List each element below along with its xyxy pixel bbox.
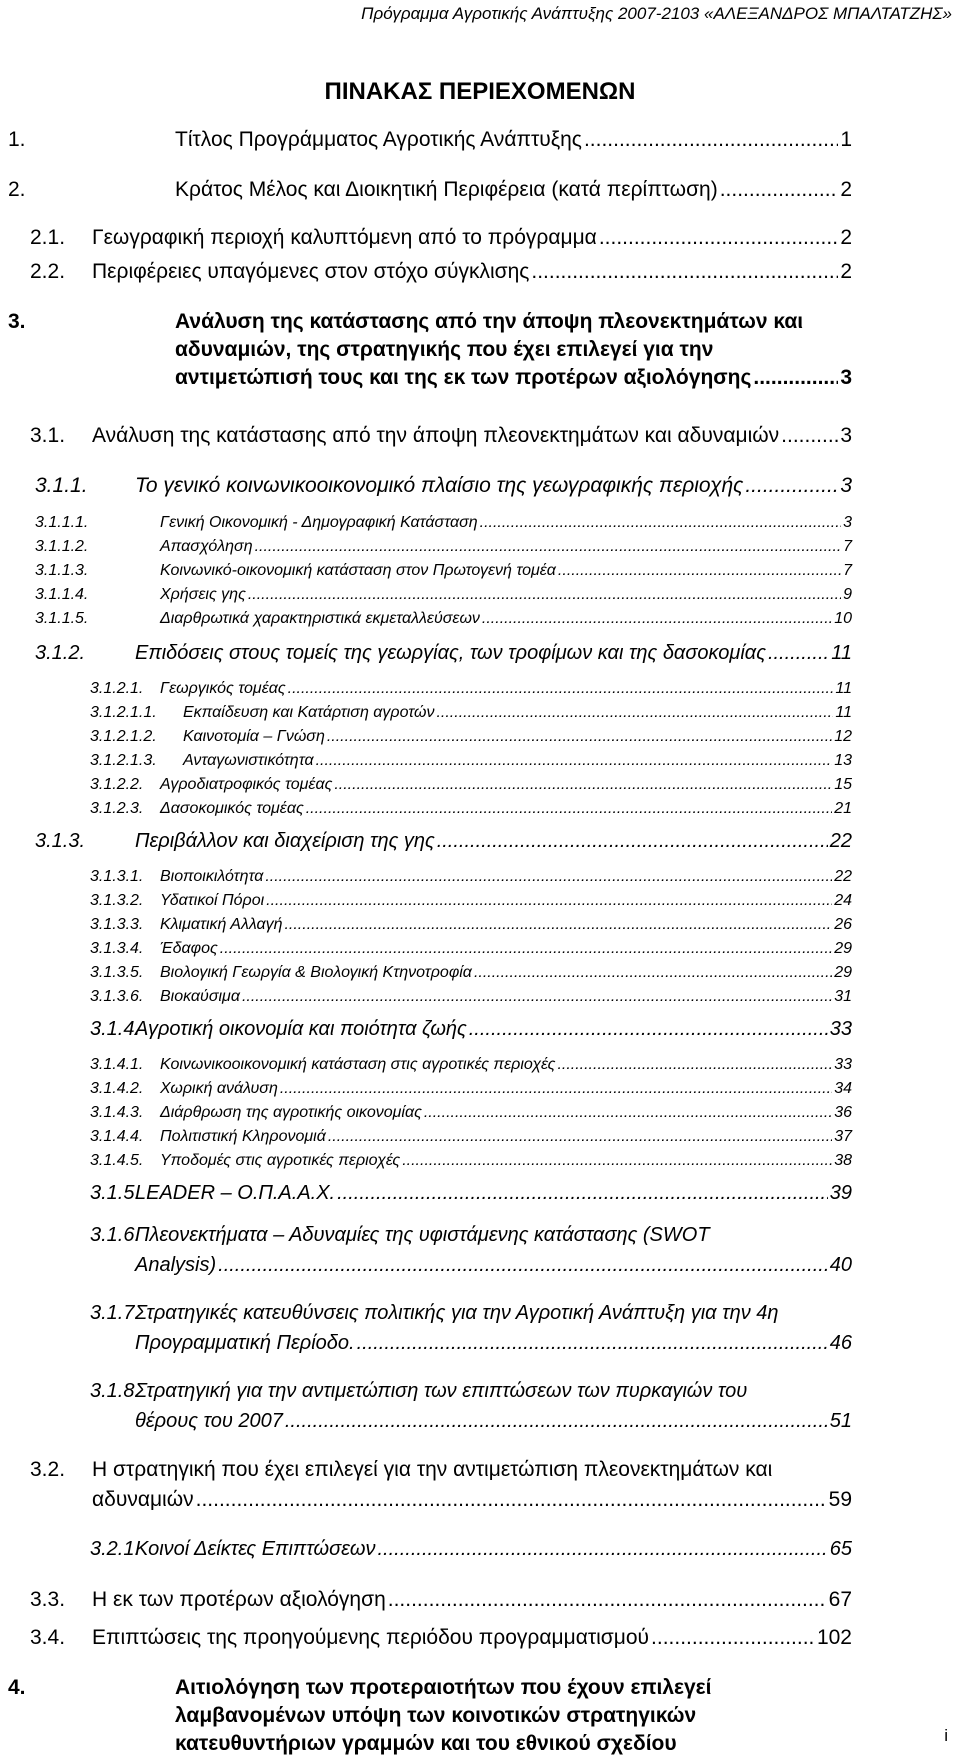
dot-leader [388, 1588, 827, 1612]
toc-entry-title: αντιμετώπισή τους και της εκ των προτέρων αξιολόγησης [175, 366, 752, 389]
dot-leader [328, 1128, 832, 1146]
toc-entry-title: Προγραμματική Περίοδο. [135, 1332, 355, 1354]
toc-entry-number: 3.1.2. [35, 642, 86, 664]
toc-entry-title: Η εκ των προτέρων αξιολόγηση [92, 1588, 386, 1611]
toc-entry-page: 59 [828, 1488, 852, 1511]
toc-entry-title: Γενική Οικονομική - Δημογραφική Κατάσταση [160, 514, 478, 531]
toc-entry-page: 29 [834, 964, 852, 981]
dot-leader [306, 800, 832, 818]
dot-leader [285, 1410, 828, 1433]
toc-entry-page: 36 [834, 1104, 852, 1121]
dot-leader [753, 366, 838, 390]
running-header: Πρόγραμμα Αγροτικής Ανάπτυξης 2007-2103 «ΑΛΕΞΑΝΔΡΟΣ ΜΠΑΛΤΑΤΖΗΣ» [361, 4, 952, 23]
toc-entry-page: 67 [828, 1588, 852, 1611]
toc-entry-title: αδυναμιών [92, 1488, 194, 1511]
toc-entry-page: 13 [834, 752, 852, 769]
toc-entry-page: 38 [834, 1152, 852, 1169]
toc-entry-page: 11 [835, 680, 852, 697]
toc-entry-title: Αιτιολόγηση των προτεραιοτήτων που έχουν επιλεγεί [175, 1676, 712, 1699]
dot-leader [284, 916, 832, 934]
toc-entry-number: 3.1.5. [90, 1182, 141, 1204]
toc-entry-number: 3.2. [30, 1458, 66, 1481]
toc-entry-title: Στρατηγική για την αντιμετώπιση των επιπτώσεων των πυρκαγιών του [135, 1380, 748, 1402]
toc-entry-page: 7 [843, 562, 852, 579]
toc-entry-number: 3.1.4.1. [90, 1056, 144, 1073]
dot-leader [337, 1182, 828, 1205]
dot-leader [220, 940, 832, 958]
toc-entry-title: θέρους του 2007 [135, 1410, 283, 1432]
dot-leader [424, 1104, 832, 1122]
toc-entry-title: Χρήσεις γης [160, 586, 246, 603]
toc-entry-page: 46 [829, 1332, 852, 1354]
toc-entry-number: 3.1.3.1. [90, 868, 144, 885]
toc-entry-number: 3.1. [30, 424, 66, 447]
dot-leader [558, 562, 841, 580]
toc-entry-title: Analysis) [135, 1254, 217, 1276]
toc-entry-title: Υδατικοί Πόροι [160, 892, 265, 909]
toc-entry-page: 3 [843, 514, 852, 531]
toc-entry-page: 3 [840, 366, 852, 389]
toc-entry-number: 3.1.3.4. [90, 940, 144, 957]
toc-entry-number: 3.1.1.5. [35, 610, 89, 627]
dot-leader [531, 260, 838, 284]
toc-entry-title: Πολιτιστική Κληρονομιά [160, 1128, 326, 1145]
toc-entry-title: λαμβανομένων υπόψη των κοινοτικών στρατηγικών [175, 1704, 697, 1727]
toc-entry-title: LEADER – Ο.Π.Α.Α.Χ. [135, 1182, 336, 1204]
toc-entry-number: 3.1.1.2. [35, 538, 89, 555]
toc-entry-title: Ανάλυση της κατάστασης από την άποψη πλεονεκτημάτων και αδυναμιών [92, 424, 780, 447]
toc-entry-number: 3.1.3.3. [90, 916, 144, 933]
toc-entry-title: Βιοποικιλότητα [160, 868, 264, 885]
toc-entry-page: 2 [840, 260, 852, 283]
toc-entry-page: 15 [834, 776, 852, 793]
toc-entry-page: 51 [829, 1410, 852, 1432]
dot-leader [357, 1332, 828, 1355]
dot-leader [482, 610, 832, 628]
toc-entry-number: 3.1.4. [90, 1018, 141, 1040]
toc-entry-title: Κλιματική Αλλαγή [160, 916, 283, 933]
toc-entry-title: Πλεονεκτήματα – Αδυναμίες της υφιστάμενης κατάστασης (SWOT [135, 1224, 710, 1246]
dot-leader [437, 830, 828, 853]
toc-entry-title: Κράτος Μέλος και Διοικητική Περιφέρεια (κατά περίπτωση) [175, 178, 718, 201]
dot-leader [327, 728, 832, 746]
dot-leader [480, 514, 841, 532]
toc-entry-page: 102 [816, 1626, 852, 1649]
toc-entry-page: 22 [834, 868, 852, 885]
toc-entry-title: Επιδόσεις στους τομείς της γεωργίας, των τροφίμων και της δασοκομίας [135, 642, 766, 664]
toc-entry-number: 3.1.8. [90, 1380, 141, 1402]
toc-entry-number: 3.1.2.1. [90, 680, 144, 697]
toc-entry-title: Αγροτική οικονομία και ποιότητα ζωής [135, 1018, 467, 1040]
toc-entry-number: 3.1.1.4. [35, 586, 89, 603]
toc-entry-page: 7 [843, 538, 852, 555]
toc-entry-number: 3.1.1. [35, 474, 88, 497]
toc-entry-title: Γεωγραφική περιοχή καλυπτόμενη από το πρόγραμμα [92, 226, 597, 249]
toc-entry-page: 11 [835, 704, 852, 721]
toc-entry-title: Βιολογική Γεωργία & Βιολογική Κτηνοτροφία [160, 964, 472, 981]
toc-entry-number: 3.1.2.1.1. [90, 704, 157, 721]
toc-entry-title: Περιφέρειες υπαγόμενες στον στόχο σύγκλισης [92, 260, 530, 283]
toc-entry-number: 3.1.2.2. [90, 776, 144, 793]
toc-entry-number: 3.1.3.2. [90, 892, 144, 909]
dot-leader [720, 178, 839, 202]
dot-leader [266, 892, 832, 910]
dot-leader [469, 1018, 828, 1041]
dot-leader [248, 586, 841, 604]
toc-entry-title: Έδαφος [160, 940, 218, 957]
toc-entry-number: 1. [8, 128, 26, 151]
toc-entry-page: 10 [834, 610, 852, 627]
toc-entry-page: 31 [834, 988, 852, 1005]
toc-entry-page: 21 [834, 800, 852, 817]
dot-leader [280, 1080, 832, 1098]
toc-entry-number: 3.1.4.5. [90, 1152, 144, 1169]
toc-entry-page: 39 [829, 1182, 852, 1204]
toc-entry-number: 3.1.3.5. [90, 964, 144, 981]
toc-entry-number: 3.1.1.3. [35, 562, 89, 579]
toc-entry-title: Κοινοί Δείκτες Επιπτώσεων [135, 1538, 376, 1560]
toc-entry-page: 3 [840, 474, 852, 497]
toc-entry-page: 3 [840, 424, 852, 447]
toc-entry-title: Βιοκαύσιμα [160, 988, 240, 1005]
toc-entry-number: 3.1.2.1.2. [90, 728, 157, 745]
toc-entry-number: 3.1.3. [35, 830, 86, 852]
toc-entry-page: 1 [840, 128, 852, 151]
toc-entry-page: 40 [829, 1254, 852, 1276]
toc-entry-title: Εκπαίδευση και Κατάρτιση αγροτών [183, 704, 435, 721]
dot-leader [745, 474, 838, 498]
dot-leader [316, 752, 833, 770]
dot-leader [781, 424, 838, 448]
toc-entry-title: Χωρική ανάλυση [160, 1080, 278, 1097]
dot-leader [584, 128, 838, 152]
dot-leader [265, 868, 832, 886]
toc-entry-title: Ανάλυση της κατάστασης από την άποψη πλεονεκτημάτων και [175, 310, 804, 333]
toc-entry-title: Επιπτώσεις της προηγούμενης περιόδου προγραμματισμού [92, 1626, 650, 1649]
toc-entry-number: 4. [8, 1676, 26, 1699]
toc-entry-number: 3.1.4.3. [90, 1104, 144, 1121]
toc-entry-page: 2 [840, 178, 852, 201]
dot-leader [599, 226, 838, 250]
toc-entry-title: Διαρθρωτικά χαρακτηριστικά εκμεταλλεύσεων [160, 610, 480, 627]
toc-entry-number: 3.1.2.1.3. [90, 752, 157, 769]
toc-entry-number: 3. [8, 310, 26, 333]
toc-entry-number: 3.1.6. [90, 1224, 141, 1246]
toc-entry-title: Ανταγωνιστικότητα [183, 752, 314, 769]
toc-entry-number: 3.1.1.1. [35, 514, 89, 531]
page-number: i [944, 1726, 948, 1745]
toc-entry-title: Αγροδιατροφικός τομέας [160, 776, 333, 793]
toc-entry-number: 3.1.7. [90, 1302, 141, 1324]
toc-entry-title: Τίτλος Προγράμματος Αγροτικής Ανάπτυξης [175, 128, 582, 151]
dot-leader [218, 1254, 828, 1277]
dot-leader [196, 1488, 827, 1512]
toc-title: ΠΙΝΑΚΑΣ ΠΕΡΙΕΧΟΜΕΝΩΝ [324, 78, 636, 105]
toc-entry-page: 12 [834, 728, 852, 745]
toc-entry-page: 22 [829, 830, 852, 852]
dot-leader [474, 964, 832, 982]
dot-leader [402, 1152, 832, 1170]
toc-entry-title: Κοινωνικοοικονομική κατάσταση στις αγροτικές περιοχές [160, 1056, 556, 1073]
toc-entry-number: 3.2.1. [90, 1538, 141, 1560]
toc-entry-page: 24 [834, 892, 852, 909]
toc-entry-page: 29 [834, 940, 852, 957]
toc-entry-number: 3.3. [30, 1588, 66, 1611]
toc-entry-page: 9 [843, 586, 852, 603]
toc-entry-page: 33 [834, 1056, 852, 1073]
toc-entry-title: Υποδομές στις αγροτικές περιοχές [160, 1152, 401, 1169]
toc-entry-title: Καινοτομία – Γνώση [183, 728, 325, 745]
toc-entry-number: 2. [8, 178, 26, 201]
toc-entry-title: Γεωργικός τομέας [160, 680, 286, 697]
dot-leader [255, 538, 842, 556]
toc-entry-title: Κοινωνικό-οικονομική κατάσταση στον Πρωτογενή τομέα [160, 562, 556, 579]
toc-entry-title: Απασχόληση [160, 538, 253, 555]
toc-entry-page: 26 [834, 916, 852, 933]
toc-entry-page: 2 [840, 226, 852, 249]
dot-leader [378, 1538, 828, 1561]
toc-entry-number: 3.1.4.4. [90, 1128, 144, 1145]
toc-entry-number: 3.1.3.6. [90, 988, 144, 1005]
dot-leader [768, 642, 829, 665]
toc-entry-page: 65 [829, 1538, 852, 1560]
toc-entry-title: Στρατηγικές κατευθύνσεις πολιτικής για την Αγροτική Ανάπτυξη για την 4η [135, 1302, 779, 1324]
dot-leader [334, 776, 832, 794]
dot-leader [288, 680, 834, 698]
toc-entry-number: 3.1.4.2. [90, 1080, 144, 1097]
toc-entry-page: 11 [831, 642, 852, 664]
toc-entry-number: 2.1. [30, 226, 66, 249]
toc-entry-title: κατευθυντήριων γραμμών και του εθνικού σχεδίου [175, 1732, 677, 1755]
dot-leader [436, 704, 833, 722]
toc-entry-page: 34 [834, 1080, 852, 1097]
toc-entry-title: Δασοκομικός τομέας [160, 800, 304, 817]
dot-leader [651, 1626, 815, 1650]
toc-entry-title: Περιβάλλον και διαχείριση της γης [135, 830, 435, 852]
toc-entry-number: 2.2. [30, 260, 66, 283]
toc-entry-title: Η στρατηγική που έχει επιλεγεί για την αντιμετώπιση πλεονεκτημάτων και [92, 1458, 773, 1481]
toc-entry-page: 33 [829, 1018, 852, 1040]
dot-leader [242, 988, 832, 1006]
toc-entry-page: 37 [834, 1128, 852, 1145]
toc-entry-number: 3.4. [30, 1626, 66, 1649]
toc-entry-title: Το γενικό κοινωνικοοικονομικό πλαίσιο της γεωγραφικής περιοχής [135, 474, 744, 497]
toc-entry-title: αδυναμιών, της στρατηγικής που έχει επιλεγεί για την [175, 338, 714, 361]
dot-leader [557, 1056, 832, 1074]
toc-entry-title: Διάρθρωση της αγροτικής οικονομίας [160, 1104, 422, 1121]
toc-entry-number: 3.1.2.3. [90, 800, 144, 817]
